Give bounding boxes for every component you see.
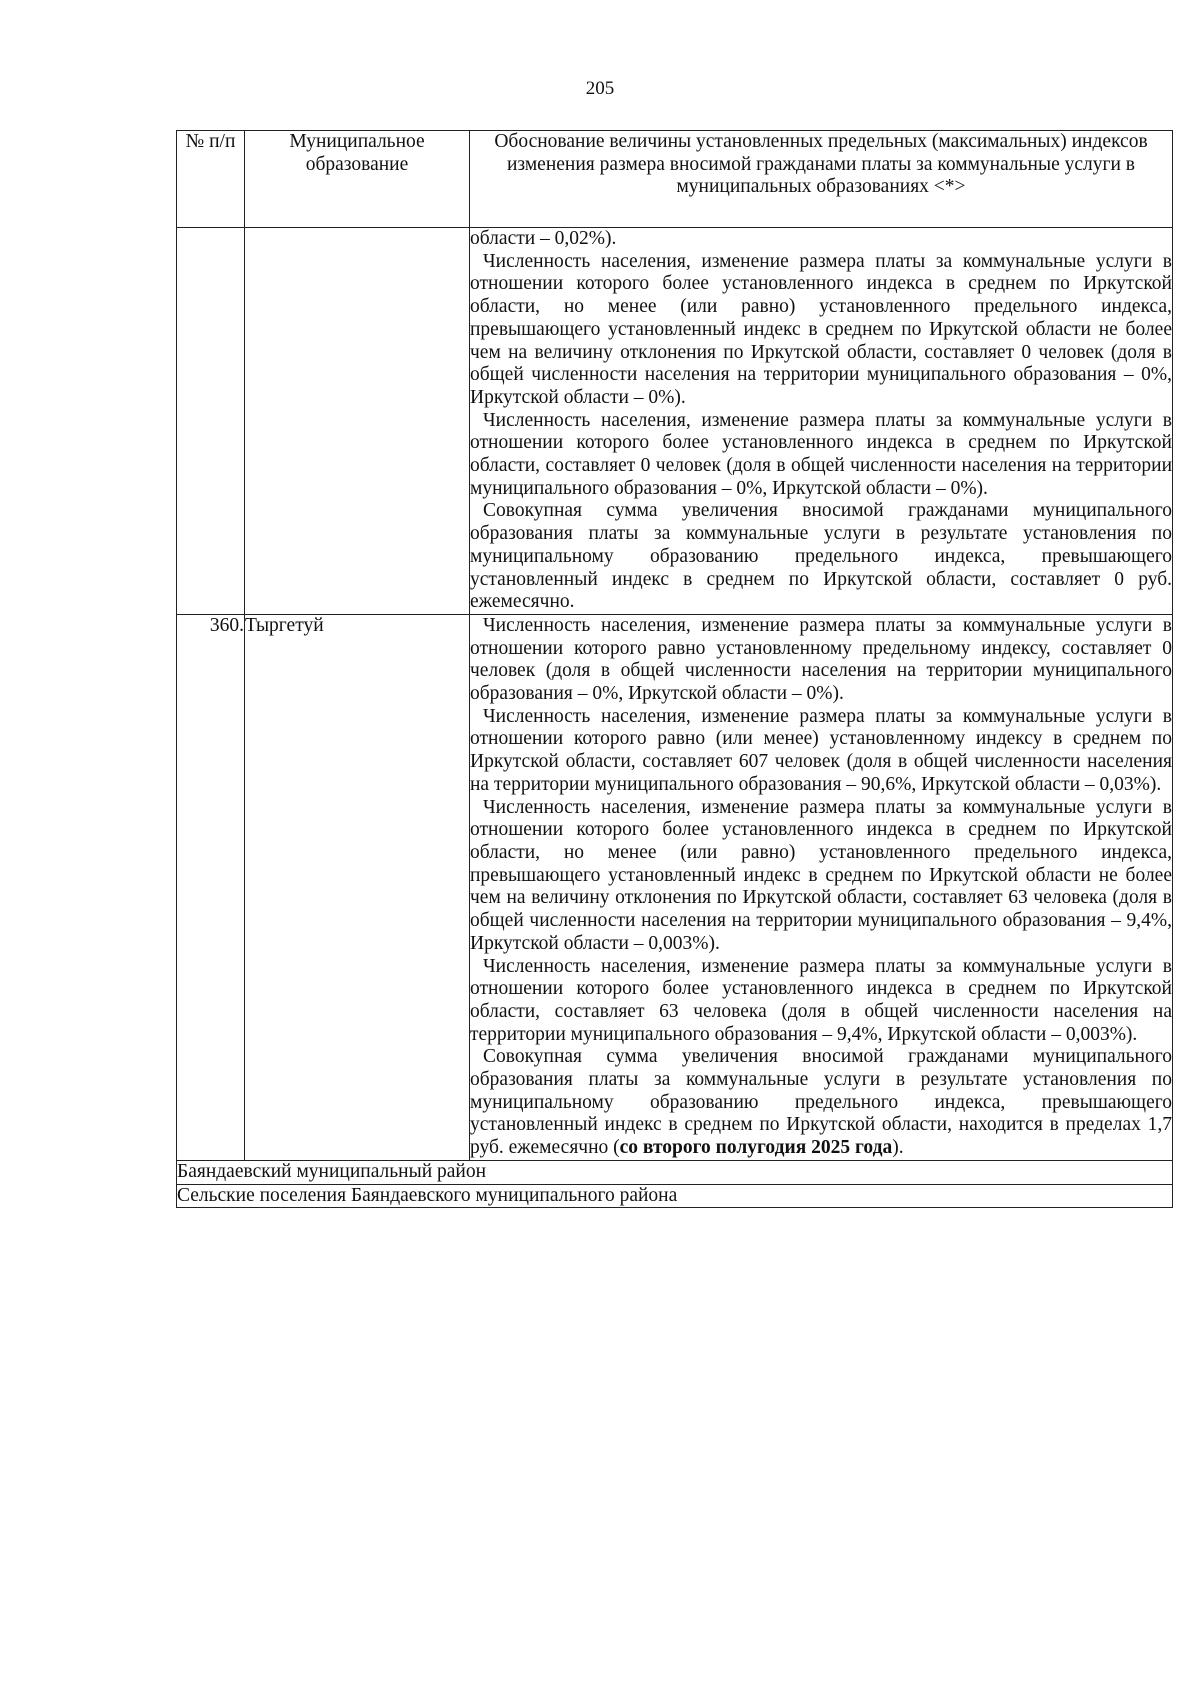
total-text-start: Совокупная сумма увеличения вносимой гражданами муниципального образования платы за коммунальные услуги в результате установления по муниципальному образованию предельного индекса, превышающего установленный индекс в среднем по Иркутской области, находится в пределах 1,7 руб. ежемесячно ( xyxy=(470,1046,1172,1159)
header-num xyxy=(177,131,245,228)
continuation-num xyxy=(177,228,245,615)
continuation-first-line: области – 0,02%). xyxy=(470,228,617,249)
continuation-paragraph: Совокупная сумма увеличения вносимой гражданами муниципального образования платы за коммунальные услуги в результате установления по муниципальному образованию предельного индекса, превышающего установленный индекс в среднем по Иркутской области, составляет 0 руб. ежемесячно. xyxy=(470,500,1172,613)
header-num-label: № п/п xyxy=(185,131,236,152)
header-municipality-label: Муниципальное образование xyxy=(289,131,425,175)
table-row-360 xyxy=(177,614,1173,1160)
district-name: Баяндаевский муниципальный район xyxy=(177,1160,1173,1184)
header-municipality xyxy=(245,131,470,228)
header-justification xyxy=(470,131,1173,228)
continuation-paragraph: Численность населения, изменение размера платы за коммунальные услуги в отношении которого более установленного индекса в среднем по Иркутской области, но менее (или равно) установленного предельного индекса, превышающего установленный индекс в среднем по Иркутской области не более чем на величину отклонения по Иркутской области, составляет 0 человек (доля в общей численности населения на территории муниципального образования – 0%, Иркутской области – 0%). xyxy=(470,250,1172,408)
header-justification-label: Обоснование величины установленных предельных (максимальных) индексов изменения размера вносимой гражданами платы за коммунальные услуги в муниципальных образованиях <*> xyxy=(494,131,1148,198)
settlements-name: Сельские поселения Баяндаевского муниципального района xyxy=(177,1184,1173,1208)
row-360-justification xyxy=(470,614,1173,1160)
table-row-district xyxy=(177,1160,1173,1184)
row-360-paragraph-total xyxy=(470,1046,1172,1160)
row-360-num: 360. xyxy=(177,614,245,1160)
table-row-settlements xyxy=(177,1184,1173,1208)
row-360-paragraph: Численность населения, изменение размера платы за коммунальные услуги в отношении которого равно (или менее) установленному индексу в среднем по Иркутской области, составляет 607 человек (доля в общей численности населения на территории муниципального образования – 90,6%, Иркутской области – 0,03%). xyxy=(470,705,1172,795)
table-header-row xyxy=(177,131,1173,228)
total-text-end: ). xyxy=(892,1137,904,1159)
table-row-continuation xyxy=(177,228,1173,615)
continuation-justification xyxy=(470,228,1173,615)
page-number: 205 xyxy=(585,78,615,99)
total-text-period: со второго полугодия 2025 года xyxy=(619,1137,893,1159)
continuation-municipality xyxy=(245,228,470,615)
continuation-paragraph: Численность населения, изменение размера платы за коммунальные услуги в отношении которого более установленного индекса в среднем по Иркутской области, составляет 0 человек (доля в общей численности населения на территории муниципального образования – 0%, Иркутской области – 0%). xyxy=(470,409,1172,499)
row-360-paragraph: Численность населения, изменение размера платы за коммунальные услуги в отношении которого более установленного индекса в среднем по Иркутской области, но менее (или равно) установленного предельного индекса, превышающего установленный индекс в среднем по Иркутской области не более чем на величину отклонения по Иркутской области, составляет 63 человека (доля в общей численности населения на территории муниципального образования – 9,4%, Иркутской области – 0,003%). xyxy=(470,796,1172,954)
row-360-paragraph: Численность населения, изменение размера платы за коммунальные услуги в отношении которого более установленного индекса в среднем по Иркутской области, составляет 63 человека (доля в общей численности населения на территории муниципального образования – 9,4%, Иркутской области – 0,003%). xyxy=(470,955,1172,1045)
row-360-municipality: Тыргетуй xyxy=(245,614,470,1160)
row-360-paragraph: Численность населения, изменение размера платы за коммунальные услуги в отношении которого равно установленному предельному индексу, составляет 0 человек (доля в общей численности населения на территории муниципального образования – 0%, Иркутской области – 0%). xyxy=(470,614,1172,705)
tariff-justification-table xyxy=(176,130,1173,1208)
